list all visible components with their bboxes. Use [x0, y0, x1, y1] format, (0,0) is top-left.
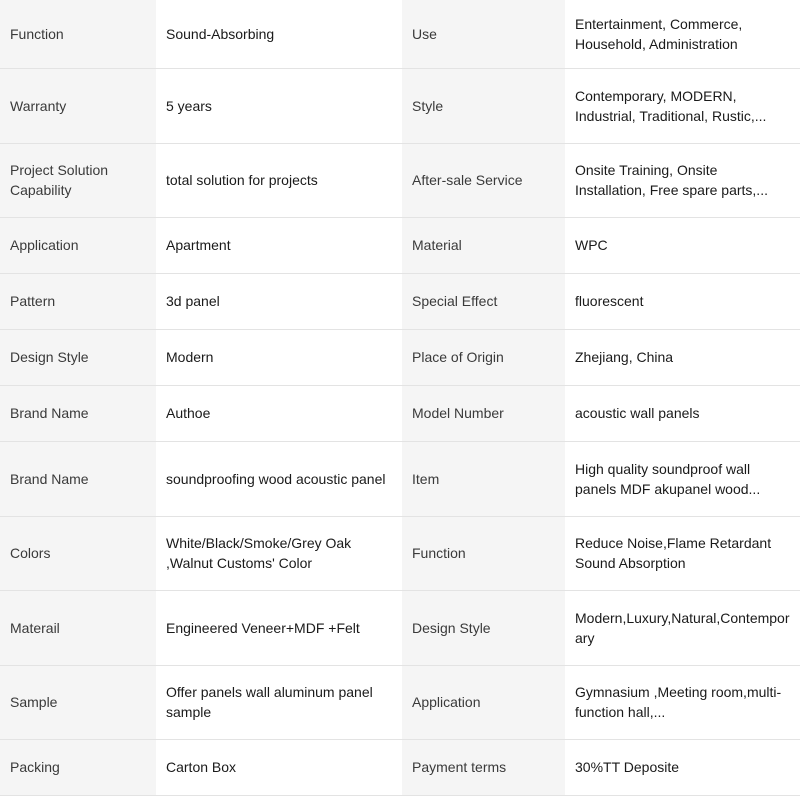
attribute-label: Application: [402, 665, 565, 739]
attribute-value: Gymnasium ,Meeting room,multi-function hall,...: [565, 665, 800, 739]
table-row: [0, 0, 800, 68]
table-row: [0, 590, 800, 665]
table-row: [0, 273, 800, 329]
attribute-value: High quality soundproof wall panels MDF akupanel wood...: [565, 441, 800, 516]
attribute-label: Payment terms: [402, 739, 565, 795]
attribute-label: Brand Name: [0, 441, 156, 516]
attribute-value: Entertainment, Commerce, Household, Administration: [565, 0, 800, 68]
attribute-label: Item: [402, 441, 565, 516]
table-row: [0, 516, 800, 590]
attribute-label: Warranty: [0, 68, 156, 143]
attribute-value: Sound-Absorbing: [156, 0, 402, 68]
attribute-label: Brand Name: [0, 385, 156, 441]
attribute-value: acoustic wall panels: [565, 385, 800, 441]
attribute-value: 5 years: [156, 68, 402, 143]
attribute-value: WPC: [565, 217, 800, 273]
attribute-label: Style: [402, 68, 565, 143]
table-row: [0, 441, 800, 516]
table-row: [0, 143, 800, 217]
attribute-label: Design Style: [0, 329, 156, 385]
attribute-label: Design Style: [402, 590, 565, 665]
attribute-value: Apartment: [156, 217, 402, 273]
attribute-label: Colors: [0, 516, 156, 590]
attribute-value: soundproofing wood acoustic panel: [156, 441, 402, 516]
attribute-label: Function: [0, 0, 156, 68]
attribute-label: Use: [402, 0, 565, 68]
attribute-label: Function: [402, 516, 565, 590]
attribute-value: 30%TT Deposite: [565, 739, 800, 795]
attribute-label: Materail: [0, 590, 156, 665]
attribute-label: Sample: [0, 665, 156, 739]
attribute-value: Onsite Training, Onsite Installation, Free spare parts,...: [565, 143, 800, 217]
attribute-value: Zhejiang, China: [565, 329, 800, 385]
attribute-value: Modern,Luxury,Natural,Contemporary: [565, 590, 800, 665]
attribute-value: total solution for projects: [156, 143, 402, 217]
table-row: [0, 217, 800, 273]
attribute-value: Reduce Noise,Flame Retardant Sound Absorption: [565, 516, 800, 590]
attribute-label: Special Effect: [402, 273, 565, 329]
attribute-label: Pattern: [0, 273, 156, 329]
attribute-value: Modern: [156, 329, 402, 385]
attribute-label: Model Number: [402, 385, 565, 441]
table-row: [0, 665, 800, 739]
attribute-value: Carton Box: [156, 739, 402, 795]
attribute-value: Contemporary, MODERN, Industrial, Traditional, Rustic,...: [565, 68, 800, 143]
attribute-label: Material: [402, 217, 565, 273]
table-row: [0, 385, 800, 441]
attribute-value: Engineered Veneer+MDF +Felt: [156, 590, 402, 665]
attribute-label: Application: [0, 217, 156, 273]
attribute-label: Packing: [0, 739, 156, 795]
table-row: [0, 68, 800, 143]
attribute-label: After-sale Service: [402, 143, 565, 217]
attribute-value: Authoe: [156, 385, 402, 441]
attribute-label: Project Solution Capability: [0, 143, 156, 217]
attribute-value: Offer panels wall aluminum panel sample: [156, 665, 402, 739]
attribute-value: 3d panel: [156, 273, 402, 329]
table-row: [0, 739, 800, 795]
attribute-label: Place of Origin: [402, 329, 565, 385]
attribute-value: White/Black/Smoke/Grey Oak ,Walnut Customs' Color: [156, 516, 402, 590]
table-row: [0, 329, 800, 385]
attribute-value: fluorescent: [565, 273, 800, 329]
